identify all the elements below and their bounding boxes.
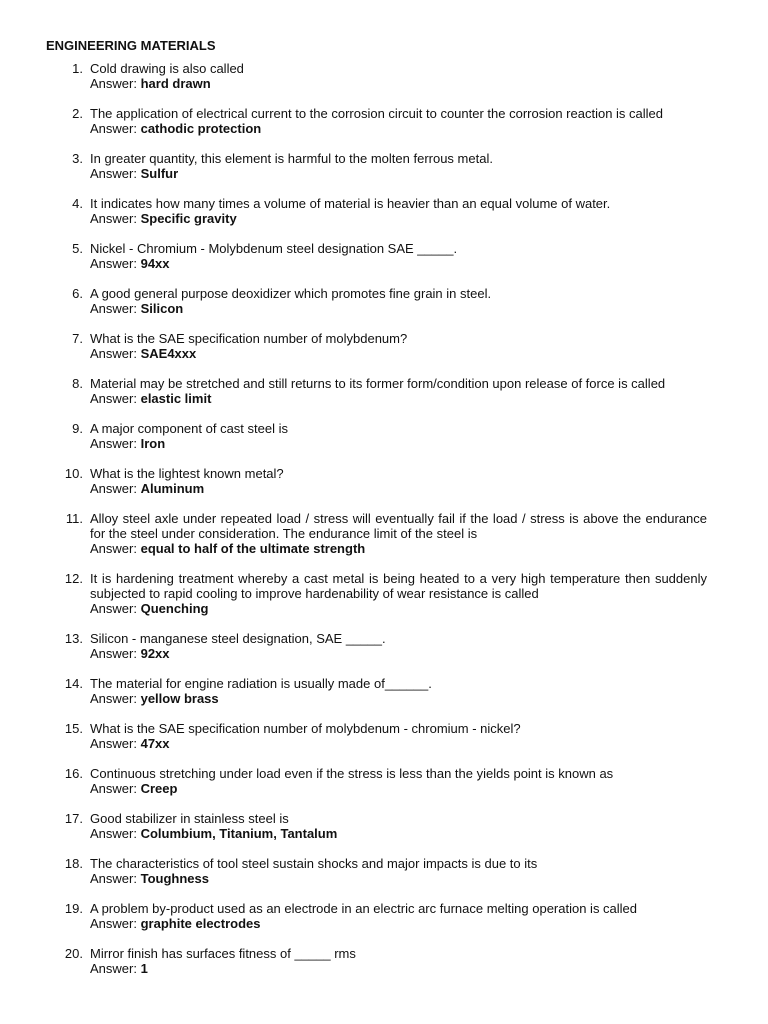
question-item bbox=[46, 631, 707, 661]
question-number: 3. bbox=[72, 151, 83, 166]
answer-value: 1 bbox=[140, 961, 148, 976]
question-item bbox=[46, 466, 707, 496]
question-text: It indicates how many times a volume of material is heavier than an equal volume of water. bbox=[90, 196, 611, 211]
answer-value: Aluminum bbox=[140, 481, 205, 496]
answer-line bbox=[90, 961, 707, 976]
question-item bbox=[46, 766, 707, 796]
question-text: What is the lightest known metal? bbox=[90, 466, 284, 481]
answer-label: Answer: bbox=[90, 646, 137, 661]
answer-value: cathodic protection bbox=[140, 121, 262, 136]
document-title: ENGINEERING MATERIALS bbox=[46, 38, 216, 53]
question-item bbox=[46, 721, 707, 751]
answer-value: SAE4xxx bbox=[140, 346, 197, 361]
answer-line bbox=[90, 481, 707, 496]
question-item bbox=[46, 946, 707, 976]
question-number: 14. bbox=[64, 676, 83, 691]
answer-value: yellow brass bbox=[140, 691, 219, 706]
answer-label: Answer: bbox=[90, 211, 137, 226]
answer-label: Answer: bbox=[90, 301, 137, 316]
question-item bbox=[46, 421, 707, 451]
question-item bbox=[46, 331, 707, 361]
question-text: Continuous stretching under load even if the stress is less than the yields point is known as bbox=[90, 766, 614, 781]
answer-line bbox=[90, 256, 707, 271]
answer-line bbox=[90, 646, 707, 661]
answer-label: Answer: bbox=[90, 121, 137, 136]
answer-line bbox=[90, 871, 707, 886]
question-number: 16. bbox=[64, 766, 83, 781]
answer-value: 94xx bbox=[140, 256, 170, 271]
answer-line bbox=[90, 346, 707, 361]
question-text: It is hardening treatment whereby a cast metal is being heated to a very high temperature then suddenly subjected to rapid cooling to improve hardenability of wear resistance is called bbox=[90, 571, 707, 601]
answer-value: hard drawn bbox=[140, 76, 211, 91]
question-text: Alloy steel axle under repeated load / stress will eventually fail if the load / stress is above the endurance for the steel under consideration. The endurance limit of the steel is bbox=[90, 511, 707, 541]
question-number: 4. bbox=[72, 196, 83, 211]
answer-line bbox=[90, 916, 707, 931]
answer-value: Specific gravity bbox=[140, 211, 237, 226]
answer-value: 92xx bbox=[140, 646, 170, 661]
answer-line bbox=[90, 166, 707, 181]
answer-line bbox=[90, 76, 707, 91]
answer-label: Answer: bbox=[90, 166, 137, 181]
answer-line bbox=[90, 121, 707, 136]
answer-line bbox=[90, 541, 707, 556]
answer-line bbox=[90, 301, 707, 316]
answer-value: graphite electrodes bbox=[140, 916, 261, 931]
question-number: 10. bbox=[64, 466, 83, 481]
answer-value: Creep bbox=[140, 781, 178, 796]
answer-line bbox=[90, 211, 707, 226]
answer-label: Answer: bbox=[90, 601, 137, 616]
answer-value: Sulfur bbox=[140, 166, 179, 181]
question-number: 5. bbox=[72, 241, 83, 256]
question-item bbox=[46, 901, 707, 931]
answer-value: Columbium, Titanium, Tantalum bbox=[140, 826, 338, 841]
answer-label: Answer: bbox=[90, 736, 137, 751]
answer-label: Answer: bbox=[90, 916, 137, 931]
question-text: Silicon - manganese steel designation, SAE _____. bbox=[90, 631, 386, 646]
question-text: Mirror finish has surfaces fitness of _____ rms bbox=[90, 946, 356, 961]
question-item bbox=[46, 811, 707, 841]
question-number: 17. bbox=[64, 811, 83, 826]
question-text: In greater quantity, this element is harmful to the molten ferrous metal. bbox=[90, 151, 493, 166]
question-number: 7. bbox=[72, 331, 83, 346]
question-item bbox=[46, 196, 707, 226]
question-item bbox=[46, 376, 707, 406]
question-number: 18. bbox=[64, 856, 83, 871]
question-text: What is the SAE specification number of molybdenum? bbox=[90, 331, 408, 346]
question-number: 1. bbox=[72, 61, 83, 76]
question-number: 2. bbox=[72, 106, 83, 121]
question-text: What is the SAE specification number of molybdenum - chromium - nickel? bbox=[90, 721, 521, 736]
answer-value: Silicon bbox=[140, 301, 184, 316]
answer-label: Answer: bbox=[90, 391, 137, 406]
answer-line bbox=[90, 781, 707, 796]
question-number: 20. bbox=[64, 946, 83, 961]
answer-label: Answer: bbox=[90, 436, 137, 451]
answer-line bbox=[90, 826, 707, 841]
answer-value: Quenching bbox=[140, 601, 209, 616]
answer-label: Answer: bbox=[90, 541, 137, 556]
answer-line bbox=[90, 391, 707, 406]
question-item bbox=[46, 676, 707, 706]
question-item bbox=[46, 241, 707, 271]
answer-value: 47xx bbox=[140, 736, 170, 751]
answer-label: Answer: bbox=[90, 76, 137, 91]
question-text: Material may be stretched and still returns to its former form/condition upon release of force is called bbox=[90, 376, 666, 391]
question-item bbox=[46, 856, 707, 886]
answer-line bbox=[90, 736, 707, 751]
question-text: A problem by-product used as an electrode in an electric arc furnace melting operation is called bbox=[90, 901, 638, 916]
question-text: The application of electrical current to the corrosion circuit to counter the corrosion reaction is called bbox=[90, 106, 664, 121]
question-number: 12. bbox=[64, 571, 83, 586]
question-text: A major component of cast steel is bbox=[90, 421, 288, 436]
answer-line bbox=[90, 601, 707, 616]
answer-value: equal to half of the ultimate strength bbox=[140, 541, 366, 556]
question-number: 9. bbox=[72, 421, 83, 436]
answer-value: Iron bbox=[140, 436, 166, 451]
answer-label: Answer: bbox=[90, 826, 137, 841]
answer-value: Toughness bbox=[140, 871, 209, 886]
answer-value: elastic limit bbox=[140, 391, 212, 406]
answer-label: Answer: bbox=[90, 256, 137, 271]
question-item bbox=[46, 151, 707, 181]
question-item bbox=[46, 106, 707, 136]
question-item bbox=[46, 61, 707, 91]
answer-line bbox=[90, 436, 707, 451]
question-number: 6. bbox=[72, 286, 83, 301]
question-number: 13. bbox=[64, 631, 83, 646]
question-text: Cold drawing is also called bbox=[90, 61, 244, 76]
answer-label: Answer: bbox=[90, 481, 137, 496]
question-number: 8. bbox=[72, 376, 83, 391]
answer-label: Answer: bbox=[90, 871, 137, 886]
answer-label: Answer: bbox=[90, 961, 137, 976]
question-text: Nickel - Chromium - Molybdenum steel designation SAE _____. bbox=[90, 241, 458, 256]
question-number: 19. bbox=[64, 901, 83, 916]
question-text: The material for engine radiation is usually made of______. bbox=[90, 676, 432, 691]
answer-label: Answer: bbox=[90, 781, 137, 796]
question-item bbox=[46, 286, 707, 316]
question-text: Good stabilizer in stainless steel is bbox=[90, 811, 289, 826]
question-text: The characteristics of tool steel sustain shocks and major impacts is due to its bbox=[90, 856, 538, 871]
question-item bbox=[46, 571, 707, 616]
answer-label: Answer: bbox=[90, 691, 137, 706]
question-list bbox=[46, 61, 707, 976]
question-number: 15. bbox=[64, 721, 83, 736]
question-text: A good general purpose deoxidizer which promotes fine grain in steel. bbox=[90, 286, 492, 301]
answer-label: Answer: bbox=[90, 346, 137, 361]
question-number: 11. bbox=[65, 511, 83, 526]
answer-line bbox=[90, 691, 707, 706]
question-item bbox=[46, 511, 707, 556]
